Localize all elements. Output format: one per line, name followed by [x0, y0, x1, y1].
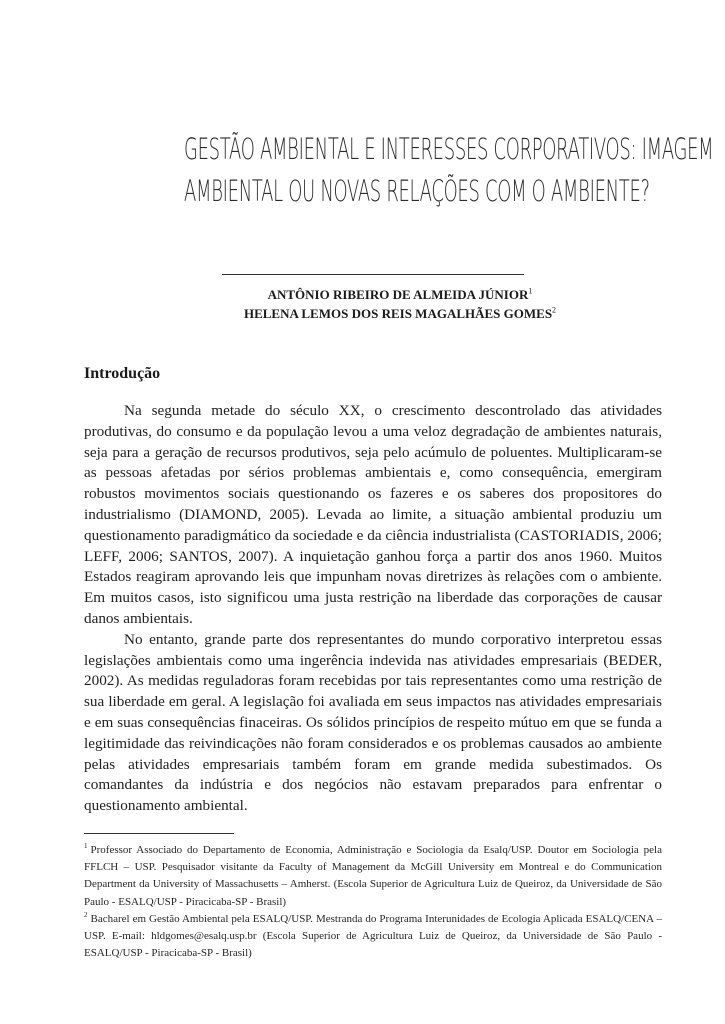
- author-2: [120, 304, 680, 323]
- article-title: [70, 128, 714, 212]
- footnote-1-text: Professor Associado do Departamento de Economia, Administração e Sociologia da Esalq/USP. Doutor em Sociologia pela FFLCH – USP. Pesquisador visitante da Faculty of Management da McGill University em Montreal e do Communication Department da University of Massachusetts – Amherst. (Escola Superior de Agricultura Luiz de Queiroz, da Universidade de São Paulo - ESALQ/USP - Piracicaba-SP - Brasil): [84, 844, 662, 908]
- footnotes: [84, 842, 662, 962]
- body-text: [84, 401, 662, 817]
- footnote-2: [84, 911, 662, 963]
- footnote-1-mark: 1: [84, 842, 88, 851]
- author-list: [120, 285, 680, 323]
- section-heading: Introdução: [84, 365, 161, 382]
- author-2-name: HELENA LEMOS DOS REIS MAGALHÃES GOMES: [243, 306, 553, 321]
- footnote-2-text: Bacharel em Gestão Ambiental pela ESALQ/USP. Mestranda do Programa Interunidades de Ecologia Aplicada ESALQ/CENA – USP. E-mail: hldgomes@esalq.usp.br (Escola Superior de Agricultura Luiz de Queiroz, da Universidade de São Paulo - ESALQ/USP - Piracicaba-SP - Brasil): [84, 912, 662, 960]
- author-1-footnote-mark: 1: [528, 286, 533, 296]
- body-paragraph-1: Na segunda metade do século XX, o crescimento descontrolado das atividades produtivas, do consumo e da população levou a uma veloz degradação de ambientes naturais, seja para a geração de recursos produtivos, seja pelo acúmulo de poluentes. Multiplicaram-se as pessoas afetadas por sérios problemas ambientais e, como consequência, emergiram robustos movimentos sociais questionando os fazeres e os saberes dos propositores do industrialismo (DIAMOND, 2005). Levada ao limite, a situação ambiental produziu um questionamento paradigmático da sociedade e da ciência industrialista (CASTORIADIS, 2006; LEFF, 2006; SANTOS, 2007). A inquietação ganhou força a partir dos anos 1960. Muitos Estados reagiram aprovando leis que impunham novas diretrizes às relações com o ambiente. Em muitos casos, isto significou uma justa restrição na liberdade das corporações de causar danos ambientais.: [84, 402, 662, 627]
- body-paragraph-2: No entanto, grande parte dos representantes do mundo corporativo interpretou essas legislações ambientais como uma ingerência indevida nas atividades empresariais (BEDER, 2002). As medidas reguladoras foram recebidas por tais representantes como uma restrição de sua liberdade em geral. A legislação foi avaliada em seus impactos nas atividades empresariais e em suas consequências finaceiras. Os sólidos princípios de respeito mútuo em que se funda a legitimidade das reivindicações não foram considerados e os problemas causados ao ambiente pelas atividades empresariais também foram em grande medida subestimados. Os comandantes da indústria e dos negócios não estavam preparados para enfrentar o questionamento ambiental.: [84, 630, 662, 815]
- author-1: [120, 285, 680, 304]
- author-2-footnote-mark: 2: [552, 305, 557, 315]
- author-1-name: ANTÔNIO RIBEIRO DE ALMEIDA JÚNIOR: [267, 287, 529, 302]
- article-title-line-2: AMBIENTAL OU NOVAS RELAÇÕES COM O AMBIENTE?: [184, 174, 650, 208]
- article-title-line-1: GESTÃO AMBIENTAL E INTERESSES CORPORATIVOS: IMAGEM: [184, 132, 714, 166]
- footnote-1: [84, 842, 662, 911]
- author-divider: [222, 274, 524, 275]
- footnote-divider: [84, 833, 234, 834]
- footnote-2-mark: 2: [84, 911, 88, 920]
